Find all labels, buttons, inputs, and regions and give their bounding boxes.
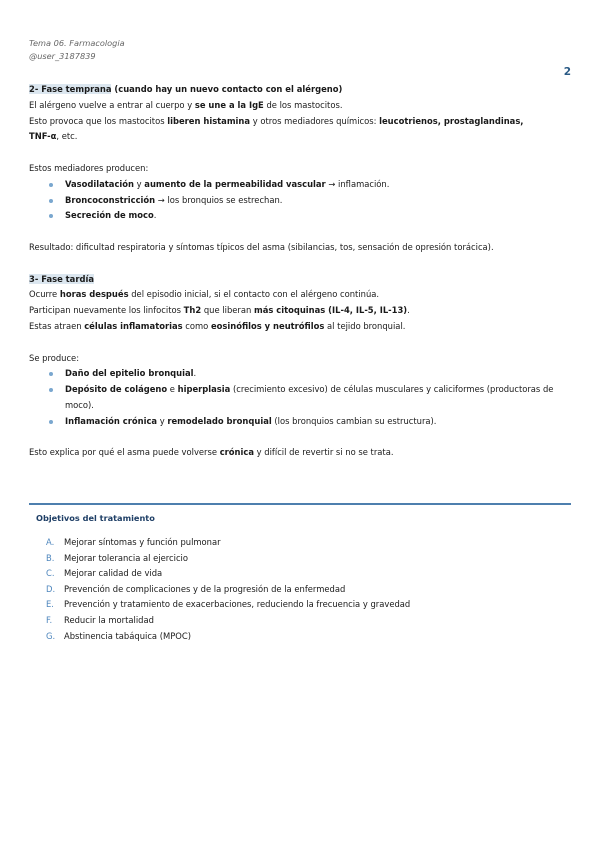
phase3-label: 3- Fase tardía (29, 273, 94, 284)
list-item: E. Prevención y tratamiento de exacerbaciones, reduciendo la frecuencia y gravedad (46, 599, 411, 610)
paragraph: Ocurre horas después del episodio inicial, si el contacto con el alérgeno continúa. (29, 289, 380, 300)
list-item: C. Mejorar calidad de vida (46, 568, 163, 579)
page-number: 2 (563, 66, 571, 78)
paragraph: TNF-α, etc. (29, 131, 78, 142)
result-paragraph: Resultado: dificultad respiratoria y síntomas típicos del asma (sibilancias, tos, sensación de opresión torácica). (29, 241, 494, 252)
paragraph: Estas atraen células inflamatorias como eosinófilos y neutrófilos al tejido bronquial. (29, 320, 406, 331)
main-content (29, 82, 574, 461)
paragraph: Esto provoca que los mastocitos liberen histamina y otros mediadores químicos: leucotrienos, prostaglandinas, (29, 115, 524, 126)
list-item: Vasodilatación y aumento de la permeabilidad vascular → inflamación. (49, 177, 574, 193)
section-divider (29, 503, 571, 505)
paragraph: Participan nuevamente los linfocitos Th2 que liberan más citoquinas (IL-4, IL-5, IL-13). (29, 305, 410, 316)
list-item: Inflamación crónica y remodelado bronquial (los bronquios cambian su estructura). (49, 414, 574, 430)
document-header (29, 37, 125, 63)
list-item: F. Reducir la mortalidad (46, 614, 154, 625)
phase2-label: 2- Fase temprana (29, 84, 112, 94)
list-item: G. Abstinencia tabáquica (MPOC) (46, 630, 191, 641)
mediators-intro: Estos mediadores producen: (29, 162, 149, 173)
paragraph: El alérgeno vuelve a entrar al cuerpo y se une a la IgE de los mastocitos. (29, 99, 343, 110)
list-item: B. Mejorar tolerancia al ejercicio (46, 552, 189, 563)
list-item: Secreción de moco. (49, 208, 574, 224)
phase3-heading (29, 272, 574, 288)
list-item: Broncoconstricción → los bronquios se estrechan. (49, 193, 574, 209)
document-title: Tema 06. Farmacologia (29, 38, 125, 48)
produces-intro: Se produce: (29, 352, 80, 363)
mediators-list (29, 177, 574, 224)
phase2-heading: 2- Fase temprana (cuando hay un nuevo contacto con el alérgeno) (29, 84, 343, 94)
list-item: A. Mejorar síntomas y función pulmonar (46, 537, 221, 547)
conclusion-paragraph: Esto explica por qué el asma puede volverse crónica y difícil de revertir si no se trata. (29, 447, 394, 458)
list-item: D. Prevención de complicaciones y de la progresión de la enfermedad (46, 583, 346, 594)
list-item: Depósito de colágeno e hiperplasia (crecimiento excesivo) de células musculares y caliciformes (productoras de moco). (49, 382, 574, 414)
author-handle: @user_3187839 (29, 51, 96, 61)
objectives-title: Objetivos del tratamiento (36, 513, 155, 523)
effects-list (29, 366, 574, 429)
list-item: Daño del epitelio bronquial. (49, 366, 574, 382)
objectives-list (46, 535, 410, 644)
